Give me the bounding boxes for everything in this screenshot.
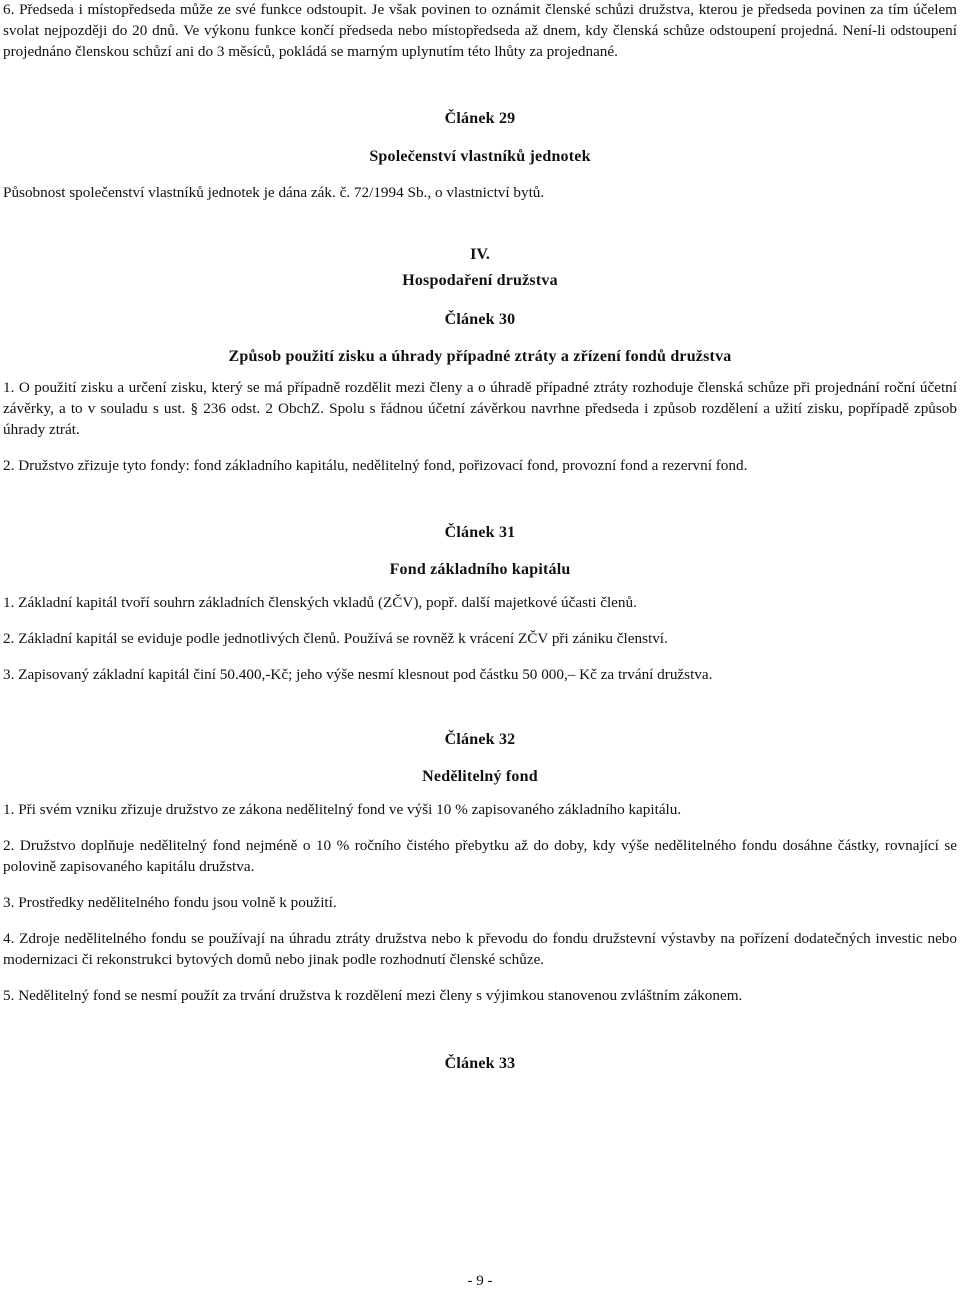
document-page bbox=[3, 0, 957, 1075]
article-31-paragraph-3: 3. Zapisovaný základní kapitál činí 50.400,-Kč; jeho výše nesmí klesnout pod částku 50 000,– Kč za trvání družstva. bbox=[3, 666, 713, 683]
article-33-heading: Článek 33 bbox=[444, 1055, 516, 1072]
article-31-heading: Článek 31 bbox=[444, 524, 516, 541]
article-31-title: Fond základního kapitálu bbox=[389, 561, 571, 578]
article-31-paragraph-2: 2. Základní kapitál se eviduje podle jednotlivých členů. Používá se rovněž k vrácení ZČV při zániku členství. bbox=[3, 630, 668, 647]
article-30-heading: Článek 30 bbox=[444, 311, 516, 328]
article-31-paragraph-1: 1. Základní kapitál tvoří souhrn základních členských vkladů (ZČV), popř. další majetkové účasti členů. bbox=[3, 594, 637, 611]
article-29-title: Společenství vlastníků jednotek bbox=[369, 148, 591, 165]
part-iv-title: Hospodaření družstva bbox=[402, 272, 558, 289]
article-32-paragraph-4: 4. Zdroje nedělitelného fondu se používají na úhradu ztráty družstva nebo k převodu do fondu družstevní výstavby na pořízení dodatečných investic nebo modernizaci či rekonstrukci bytových domů nebo jinak podle rozhodnutí členské schůze. bbox=[3, 930, 957, 968]
part-iv-numeral: IV. bbox=[470, 246, 490, 263]
article-32-heading: Článek 32 bbox=[444, 731, 516, 748]
article-29-paragraph: Působnost společenství vlastníků jednotek je dána zák. č. 72/1994 Sb., o vlastnictví bytů. bbox=[3, 184, 545, 201]
article-29-heading: Článek 29 bbox=[444, 110, 516, 127]
article-32-paragraph-1: 1. Při svém vzniku zřizuje družstvo ze zákona nedělitelný fond ve výši 10 % zapisovaného základního kapitálu. bbox=[3, 801, 682, 818]
article-30-paragraph-1: 1. O použití zisku a určení zisku, který se má případně rozdělit mezi členy a o úhradě případné ztráty rozhoduje členská schůze při projednání roční účetní závěrky, a to v souladu s ust. § 236 odst. 2 ObchZ. Spolu s řádnou účetní závěrkou navrhne předseda i způsob rozdělení a užití zisku, popřípadě způsob úhrady ztrát. bbox=[3, 379, 957, 438]
paragraph-6: 6. Předseda i místopředseda může ze své funkce odstoupit. Je však povinen to oznámit členské schůzi družstva, kterou je předseda povinen za tím účelem svolat nejpozději do 20 dnů. Ve výkonu funkce končí předseda nebo místopředseda až dnem, kdy členská schůze odstoupení projedná. Není-li odstoupení projednáno členskou schůzí ani do 3 měsíců, pokládá se marným uplynutím této lhůty za projednané. bbox=[3, 1, 957, 60]
article-32-paragraph-5: 5. Nedělitelný fond se nesmí použít za trvání družstva k rozdělení mezi členy s výjimkou stanovenou zvláštním zákonem. bbox=[3, 987, 743, 1004]
article-30-paragraph-2: 2. Družstvo zřizuje tyto fondy: fond základního kapitálu, nedělitelný fond, pořizovací fond, provozní fond a rezervní fond. bbox=[3, 457, 748, 474]
article-32-title: Nedělitelný fond bbox=[422, 768, 538, 785]
article-30-title: Způsob použití zisku a úhrady případné ztráty a zřízení fondů družstva bbox=[228, 348, 732, 365]
article-32-paragraph-3: 3. Prostředky nedělitelného fondu jsou volně k použití. bbox=[3, 894, 337, 911]
page-number: - 9 - bbox=[467, 1273, 493, 1289]
article-32-paragraph-2: 2. Družstvo doplňuje nedělitelný fond nejméně o 10 % ročního čistého přebytku až do doby, kdy výše nedělitelného fondu dosáhne částky, rovnající se polovině zapisovaného kapitálu družstva. bbox=[3, 837, 957, 875]
